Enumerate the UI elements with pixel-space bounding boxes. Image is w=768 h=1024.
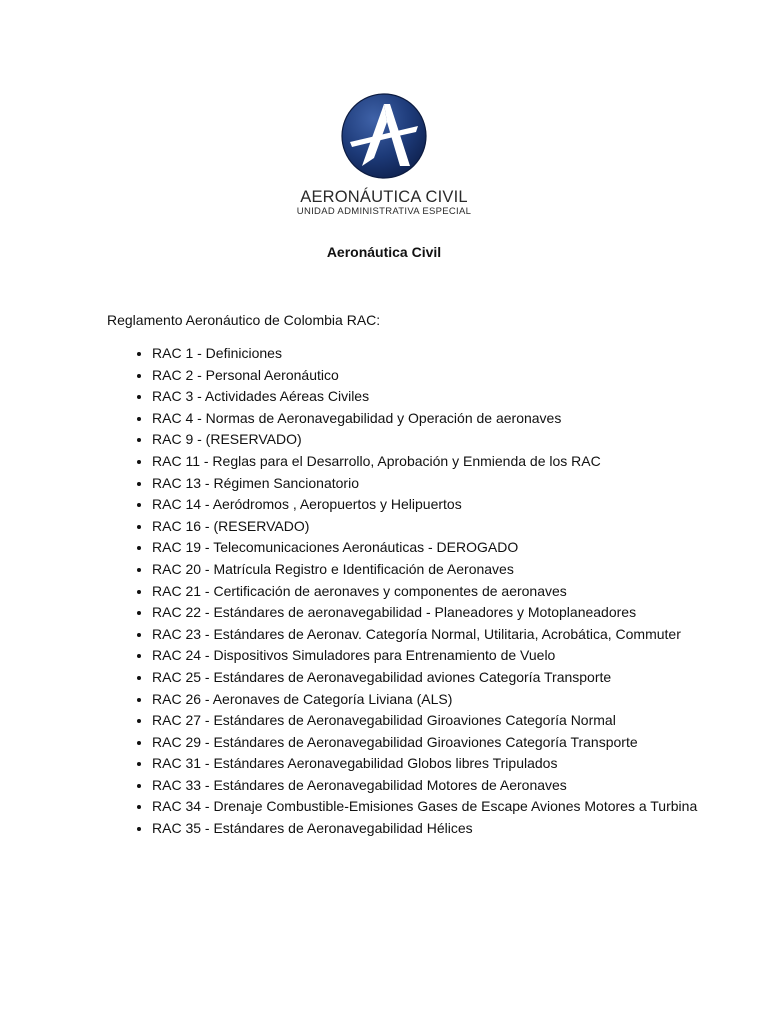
logo-subtitle: UNIDAD ADMINISTRATIVA ESPECIAL (296, 206, 472, 217)
list-item: • RAC 33 - Estándares de Aeronavegabilidad Motores de Aeronaves (152, 775, 712, 797)
list-item: • RAC 13 - Régimen Sancionatorio (152, 473, 712, 495)
list-item: • RAC 31 - Estándares Aeronavegabilidad Globos libres Tripulados (152, 753, 712, 775)
list-item: • RAC 26 - Aeronaves de Categoría Liviana (ALS) (152, 689, 712, 711)
list-item: • RAC 2 - Personal Aeronáutico (152, 365, 712, 387)
document-title: Aeronáutica Civil (326, 244, 442, 260)
list-item: • RAC 24 - Dispositivos Simuladores para Entrenamiento de Vuelo (152, 645, 712, 667)
list-item: • RAC 1 - Definiciones (152, 343, 712, 365)
list-item: • RAC 16 - (RESERVADO) (152, 516, 712, 538)
list-item: • RAC 22 - Estándares de aeronavegabilidad - Planeadores y Motoplaneadores (152, 602, 712, 624)
list-item: • RAC 27 - Estándares de Aeronavegabilidad Giroaviones Categoría Normal (152, 710, 712, 732)
intro-text: Reglamento Aeronáutico de Colombia RAC: (107, 312, 381, 328)
list-item: • RAC 19 - Telecomunicaciones Aeronáuticas - DEROGADO (152, 537, 712, 559)
list-item: • RAC 20 - Matrícula Registro e Identificación de Aeronaves (152, 559, 712, 581)
list-item: • RAC 21 - Certificación de aeronaves y componentes de aeronaves (152, 581, 712, 603)
list-item: • RAC 11 - Reglas para el Desarrollo, Aprobación y Enmienda de los RAC (152, 451, 712, 473)
list-item: • RAC 35 - Estándares de Aeronavegabilidad Hélices (152, 818, 712, 840)
list-item: • RAC 34 - Drenaje Combustible-Emisiones Gases de Escape Aviones Motores a Turbina (152, 796, 712, 818)
aerocivil-emblem-icon (340, 92, 428, 180)
aerocivil-logo (0, 92, 768, 218)
list-item: • RAC 25 - Estándares de Aeronavegabilidad aviones Categoría Transporte (152, 667, 712, 689)
list-item: • RAC 4 - Normas de Aeronavegabilidad y Operación de aeronaves (152, 408, 712, 430)
list-item: • RAC 3 - Actividades Aéreas Civiles (152, 386, 712, 408)
list-item: • RAC 14 - Aeródromos , Aeropuertos y Helipuertos (152, 494, 712, 516)
list-item: • RAC 29 - Estándares de Aeronavegabilidad Giroaviones Categoría Transporte (152, 732, 712, 754)
rac-list (107, 343, 712, 840)
logo-name: AERONÁUTICA CIVIL (300, 188, 468, 206)
list-item: • RAC 9 - (RESERVADO) (152, 429, 712, 451)
list-item: • RAC 23 - Estándares de Aeronav. Categoría Normal, Utilitaria, Acrobática, Commuter (152, 624, 712, 646)
